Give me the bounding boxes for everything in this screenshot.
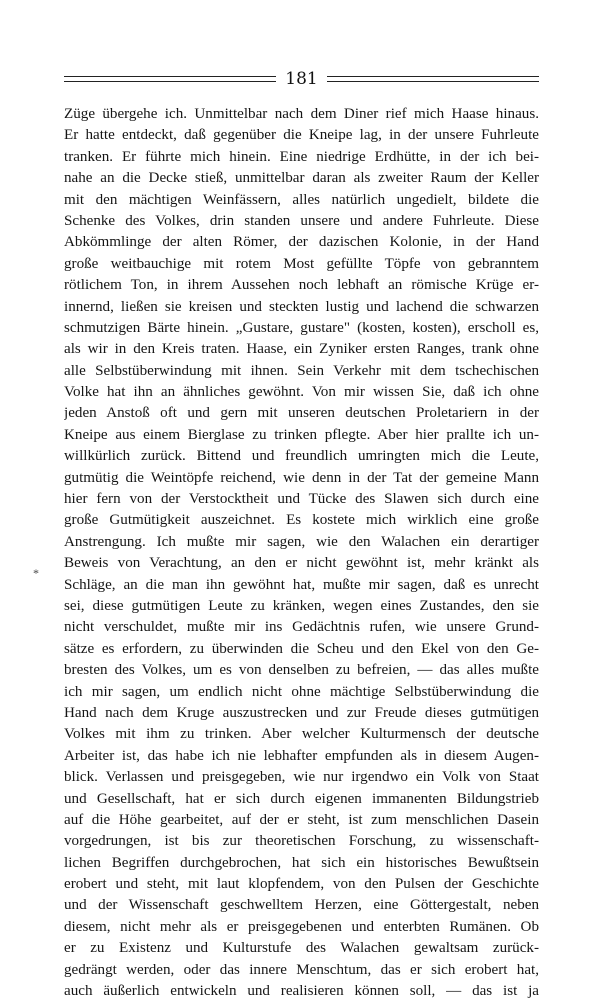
page-header [64, 66, 539, 92]
text-line: Arbeiter ist, das habe ich nie lebhafter empfunden als in diesem Augen- [64, 747, 539, 764]
text-line: große weitbauchige mit rotem Most gefüllte Töpfe von gebranntem [64, 255, 539, 272]
text-line: als wir in den Kreis traten. Haase, ein Zyniker ersten Ranges, trank ohne [64, 341, 539, 358]
text-line: diesem, nicht mehr als er preisgegebenen und enterbten Rumänen. Ob [64, 918, 539, 935]
text-line: schmutzigen Bärte hinein. „Gustare, gustare" (kosten, kosten), erscholl es, [64, 319, 539, 336]
text-line: sei, diese gutmütigen Leute zu kränken, wegen eines Zustandes, den sie [64, 597, 539, 614]
page-number: 181 [285, 69, 318, 89]
text-line: rötlichem Ton, in ihrem Aussehen noch lebhaft an römische Krüge er- [64, 277, 539, 294]
text-line: große Gutmütigkeit auszeichnet. Es kostete mich wirklich eine große [64, 512, 539, 529]
header-rule-left [64, 76, 276, 82]
text-line: nicht verschuldet, mußte mir ins Gedächtnis rufen, wie unsere Grund- [64, 619, 539, 636]
text-line: nahe an die Decke stieß, unmittelbar daran als zweiter Raum der Keller [64, 170, 539, 187]
text-line: Er hatte entdeckt, daß gegenüber die Kneipe lag, in der unsere Fuhrleute [64, 127, 539, 144]
header-rule-right [327, 76, 539, 82]
text-line: lichen Begriffen durchgebrochen, hat sich ein historisches Bewußtsein [64, 854, 539, 871]
text-line: jeden Anstoß oft und gern mit unseren deutschen Proletariern in der [64, 405, 539, 422]
text-line: Schenke des Volkes, drin standen unsere und andere Fuhrleute. Diese [64, 212, 539, 229]
text-line: Beweis von Verachtung, an den er nicht gewöhnt ist, mehr kränkt als [64, 555, 539, 572]
text-line: erobert und steht, mit laut klopfendem, von den Pulsen der Geschichte [64, 876, 539, 893]
text-line: Kneipe aus einem Bierglase zu trinken pflegte. Aber hier prallte ich un- [64, 426, 539, 443]
text-line: Abkömmlinge der alten Römer, der dazischen Kolonie, in der Hand [64, 234, 539, 251]
text-line: ich mir sagen, um endlich nicht ohne mächtige Selbstüberwindung die [64, 683, 539, 700]
text-line: Schläge, an die man ihn gewöhnt hat, mußte mir sagen, daß es unrecht [64, 576, 539, 593]
text-line: sätze es erfordern, zu überwinden die Scheu und den Ekel von den Ge- [64, 640, 539, 657]
text-line: bresten des Volkes, um es von denselben zu befreien, — das alles mußte [64, 662, 539, 679]
text-line: Anstrengung. Ich mußte mir sagen, wie den Walachen ein derartiger [64, 533, 539, 550]
text-line: tranken. Er führte mich hinein. Eine niedrige Erdhütte, in der ich bei- [64, 148, 539, 165]
text-line: und Gesellschaft, hat er sich durch eigenen immanenten Bildungstrieb [64, 790, 539, 807]
text-line: mit den mächtigen Weinfässern, alles natürlich ungedielt, bildete die [64, 191, 539, 208]
text-line: er zu Existenz und Kulturstufe des Walachen gewaltsam zurück- [64, 940, 539, 957]
body-text [64, 104, 539, 1002]
text-line: auf die Höhe gearbeitet, auf der er steht, ist zum menschlichen Dasein [64, 811, 539, 828]
text-line: Hand nach dem Kruge auszustrecken und zur Freude dieses gutmütigen [64, 704, 539, 721]
text-line: Züge übergehe ich. Unmittelbar nach dem Diner rief mich Haase hinaus. [64, 106, 539, 122]
text-line: Volke hat ihn an ähnliches gewöhnt. Von mir wissen Sie, daß ich ohne [64, 384, 539, 401]
text-line: vorgedrungen, ist bis zur theoretischen Forschung, zu wissenschaft- [64, 833, 539, 850]
text-line: blick. Verlassen und preisgegeben, wie nur irgendwo ein Volk von Staat [64, 769, 539, 786]
text-line: innernd, ließen sie kreisen und steckten lustig und lachend die schwarzen [64, 298, 539, 315]
margin-mark: * [33, 566, 39, 580]
text-line: gedrängt werden, oder das innere Menschtum, das er sich erobert hat, [64, 961, 539, 978]
text-line: alle Selbstüberwindung mit ihnen. Sein Verkehr mit dem tschechischen [64, 362, 539, 379]
text-line: hier fern von der Verstocktheit und Tücke des Slawen sich durch eine [64, 491, 539, 508]
text-line: Volkes mit ihm zu trinken. Aber welcher Kulturmensch der deutsche [64, 726, 539, 743]
text-line: und der Wissenschaft geschwelltem Herzen, eine Göttergestalt, neben [64, 897, 539, 914]
text-line: willkürlich zurück. Bittend und freundlich umringten mich die Leute, [64, 448, 539, 465]
text-line: auch äußerlich entwickeln und realisieren können soll, — das ist ja [64, 983, 539, 1000]
text-line: gutmütig die Weintöpfe reichend, wie denn in der Tat der gemeine Mann [64, 469, 539, 486]
